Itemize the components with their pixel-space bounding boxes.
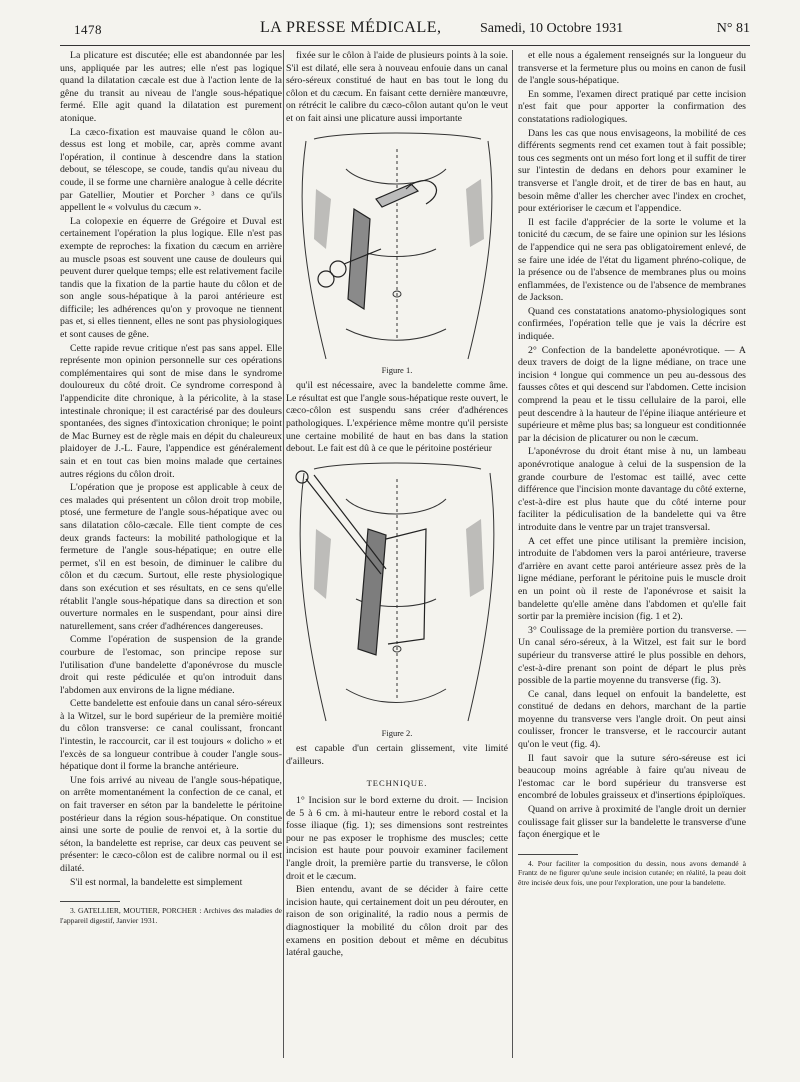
issue-date: Samedi, 10 Octobre 1931 (480, 21, 624, 36)
footnote: 4. Pour faciliter la composition du dessin, nous avons demandé à Frantz de ne figurer qu'une seule incision cutanée; en réalité, la peau doit être incisée deux fois, une pour l'exploration, une pour la bandelette. (518, 858, 746, 887)
paragraph: qu'il est nécessaire, avec la bandelette comme âme. Le résultat est que l'angle sous-hépatique reste ouvert, le cæco-côlon est suspendu sans créer d'adhérences pathologiques. L'expérience même montre qu'il persiste une certaine mobilité de haut en bas dans la station debout. Le fait est dû à ce que le péritoine postérieur (286, 380, 508, 455)
paragraph: et elle nous a également renseignés sur la longueur du transverse et la fermeture plus ou moins en canon de fusil de l'angle sous-hépatique. (518, 50, 746, 87)
paragraph: Une fois arrivé au niveau de l'angle sous-hépatique, on arrête momentanément la confection de ce canal, et on fait traverser en séton par la bandelette le péritoine postérieur dans la région sous-hépatique. On constitue ainsi une sorte de poulie de renvoi et, à la sortie du séton, la bandelette est reprise, car deux cas peuvent se présenter: le cæco-côlon est de calibre normal ou il est dilaté. (60, 774, 282, 874)
figure-2 (286, 459, 508, 727)
torso-illustration (286, 129, 508, 364)
page-number: 1478 (74, 22, 102, 37)
paragraph: Il est facile d'apprécier de la sorte le volume et la tonicité du cæcum, de se faire une opinion sur les lésions de l'appendice qui ne sera pas obligatoirement enlevé, de se faire une idée de l'état du ligament phréno-colique, de la présence ou de l'absence de membranes plus ou moins enflammées, de l'existence ou de l'absence de membranes de Jackson. (518, 216, 746, 304)
paragraph: S'il est normal, la bandelette est simplement (70, 876, 243, 888)
paragraph: A cet effet une pince utilisant la première incision, introduite de l'abdomen vers la paroi antérieure, traverse d'arrière en avant cette paroi antérieure assez près de la ligne médiane, perforant le péritoine puis le muscle droit en un point où il reste de l'aponévrose et saisit la bandelette qu'elle amène dans l'abdomen et qu'elle fait sortir par la première incision (fig. 1 et 2). (518, 535, 746, 623)
page-header (60, 18, 750, 40)
figure-2-caption: Figure 2. (381, 727, 413, 738)
figure-1 (286, 129, 508, 364)
paragraph: est capable d'un certain glissement, vite limité d'ailleurs. (286, 743, 508, 767)
header-rule (60, 45, 750, 46)
paragraph: La cæco-fixation est mauvaise quand le côlon au-dessus est long et mobile, car, après comme avant l'opération, il continue à descendre dans la station debout, se télescope, se coude, tandis qu'au niveau du coude, il se forme une charnière analogue à celle décrite par Gatellier, Moutier et Porcher ³ dans ce qu'ils appellent le « volvulus du cæcum ». (60, 126, 282, 214)
column-divider (283, 50, 284, 1058)
paragraph: Quand on arrive à proximité de l'angle droit un dernier coulissage fait glisser sur la bandelette le transverse d'une façon énergique et le (518, 804, 746, 841)
paragraph: Cette rapide revue critique n'est pas sans appel. Elle représente mon opinion personnelle sur ces opérations complémentaires qui sont de mise dans le syndrome douloureux du côté droit. Ce syndrome correspond à l'appendicite dite chronique, à la péricolite, à la stase intestinale chronique; il est caractérisé par des douleurs spontanées, des signes d'intoxication chronique; le point de Mac Burney est de règle mais en dépit du chaleureux plaidoyer de J.-L. Faure, l'appendice est généralement sain et en tout cas bien moins malade que certaines autres régions du côlon droit. (60, 342, 282, 480)
paragraph: Il faut savoir que la suture séro-séreuse est ici beaucoup moins agréable à faire qu'au niveau de l'estomac car le bord supérieur du transverse est encombré de lobules graisseux et d'insertions épiploïques. (518, 752, 746, 802)
issue-number: N° 81 (716, 21, 750, 36)
column-right (518, 50, 746, 888)
paragraph: Ce canal, dans lequel on enfouit la bandelette, est constitué de dedans en dehors, marchant de la partie moyenne du transverse vers l'angle droit. On peut ainsi coulisser, froncer le transverse, et le raccourcir autant qu'on le veut (fig. 4). (518, 688, 746, 751)
paragraph: fixée sur le côlon à l'aide de plusieurs points à la soie. S'il est dilaté, elle sera à nouveau enfouie dans un canal séro-séreux constitué de haut en bas tout le long du côlon et du cæcum. En faisant cette dernière manœuvre, on rétrécit le calibre du cæco-côlon autant qu'on le veut et on fait ainsi une plicature aussi importante (286, 50, 508, 124)
paragraph: 3° Coulissage de la première portion du transverse. — Un canal séro-séreux, à la Witzel, est fait sur le bord supérieur du transverse attiré le plus possible en dehors, c'est-à-dire prenant son point de départ le plus près possible de la partie moyenne du transverse (fig. 3). (518, 624, 746, 687)
paragraph: Quand ces constatations anatomo-physiologiques sont confirmées, l'opération telle que je vais la décrire est indiquée. (518, 305, 746, 343)
column-left (60, 50, 282, 925)
paragraph: La colopexie en équerre de Grégoire et Duval est certainement l'opération la plus logique. Elle n'est pas exempte de reproches: la fixation du cæcum en arrière au muscle psoas est souvent une cause de douleurs qui peuvent durer quelque temps; elle est relativement facile tandis que la fixation de la partie haute du côlon et de son angle sous-hépatique à la paroi antérieure est difficile; les adhérences qu'on y provoque ne tiennent pas et, si elles tiennent, elles ne sont pas physiologiques et sont causes de gêne. (60, 215, 282, 341)
figure-1-caption: Figure 1. (381, 364, 413, 375)
paragraph: L'aponévrose du droit étant mise à nu, un lambeau aponévrotique analogue à celui de la suspension de la grande courbure de l'estomac est taillé, avec cette différence que l'incision monte davantage du côté externe, c'est-à-dire est plus haute que du côté interne pour faciliter la pédiculisation de la bandelette qui va être introduite dans le ventre par un trajet transversal. (518, 446, 746, 533)
paragraph: Bien entendu, avant de se décider à faire cette incision haute, qui certainement doit un peu dérouter, en raison de son originalité, la radio nous a permis de diagnostiquer la mobilité du côlon droit par des examens en position debout et même en décubitus latéral gauche, (286, 884, 508, 959)
footnote-rule (518, 854, 578, 855)
paragraph: La plicature est discutée; elle est abandonnée par les uns, appliquée par les autres; elle n'est pas logique quand la dilatation cæcale est due à l'action lente de la gêne du transit au niveau de l'angle sous-hépatique fermé. Elle agit quand la dilatation est purement atonique. (60, 50, 282, 124)
column-divider (512, 50, 513, 1058)
column-middle (286, 50, 508, 961)
paragraph: Cette bandelette est enfouie dans un canal séro-séreux à la Witzel, sur le bord supérieur de la première moitié du côlon transverse: ce canal coulissant, froncant l'intestin, le raccourcit, car il est toujours « dolicho » et l'excès de sa longueur contribue à couder l'angle sous-hépatique dont il forme la branche antérieure. (60, 698, 282, 773)
journal-title: LA PRESSE MÉDICALE, (260, 19, 442, 36)
paragraph: Comme l'opération de suspension de la grande courbure de l'estomac, son principe repose sur l'utilisation d'une bandelette d'aponévrose du muscle droit qui reste pédiculée et qu'on introduit dans l'abdomen aux environs de la ligne médiane. (60, 634, 282, 696)
paragraph: 1° Incision sur le bord externe du droit. — Incision de 5 à 6 cm. à mi-hauteur entre le rebord costal et la fosse iliaque (fig. 1); ses dimensions sont restreintes pour ne pas exposer le trophisme des muscles; cette incision est haute pour pouvoir examiner facilement l'angle droit, la première partie du transverse, le côlon droit et le cæcum. (286, 795, 508, 882)
torso-illustration (286, 459, 508, 727)
footnote-rule (60, 901, 120, 902)
footnote: 3. GATELLIER, MOUTIER, PORCHER : Archives des maladies de l'appareil digestif, Janvier 1931. (60, 906, 282, 925)
paragraph: Dans les cas que nous envisageons, la mobilité de ces différents segments rend cet examen tout à fait possible; tous ces segments ont un méso fort long et il suffit de tirer sur l'intestin de dedans en dehors pour examiner le transverse et l'angle droit, et de tirer de bas en haut, au besoin même d'aller les chercher avec l'index en crochet, pour extérioriser le cæcum et l'appendice. (518, 127, 746, 215)
paragraph: En somme, l'examen direct pratiqué par cette incision n'est fait que pour apporter la confirmation des constatations radiologiques. (518, 88, 746, 125)
paragraph: 2° Confection de la bandelette aponévrotique. — A deux travers de doigt de la ligne médiane, on trace une incision ⁴ longue qui commence un peu au-dessous des fausses côtes et qui descend sur l'abdomen. Cette incision comprend la peau et le tissu cellulaire de la paroi, elle peut descendre à la hauteur de l'épine iliaque antérieure et supérieure et même plus bas; sa longueur est conditionnée par la décision de plicaturer ou non le cæcum. (518, 344, 746, 444)
paragraph: L'opération que je propose est applicable à ceux de ces malades qui présentent un côlon droit trop mobile, ptosé, une fermeture de l'angle sous-hépatique avec ou sans dilatation côlo-cæcale. Elle tient compte de ces deux grands facteurs: la mobilité pathologique et la fermeture de l'angle sous-hépatique; en outre elle permet, s'il en est besoin, de diminuer le calibre du côlon et du cæcum. Surtout, elle reste physiologique dans son exécution et ses résultats, en ce sens qu'elle rétablit l'angle sous-hépatique dans sa direction et son ouverture normales en le suspendant, pour ainsi dire naturellement, sans créer d'adhérences dangereuses. (60, 482, 282, 632)
section-title: TECHNIQUE. (366, 777, 428, 788)
